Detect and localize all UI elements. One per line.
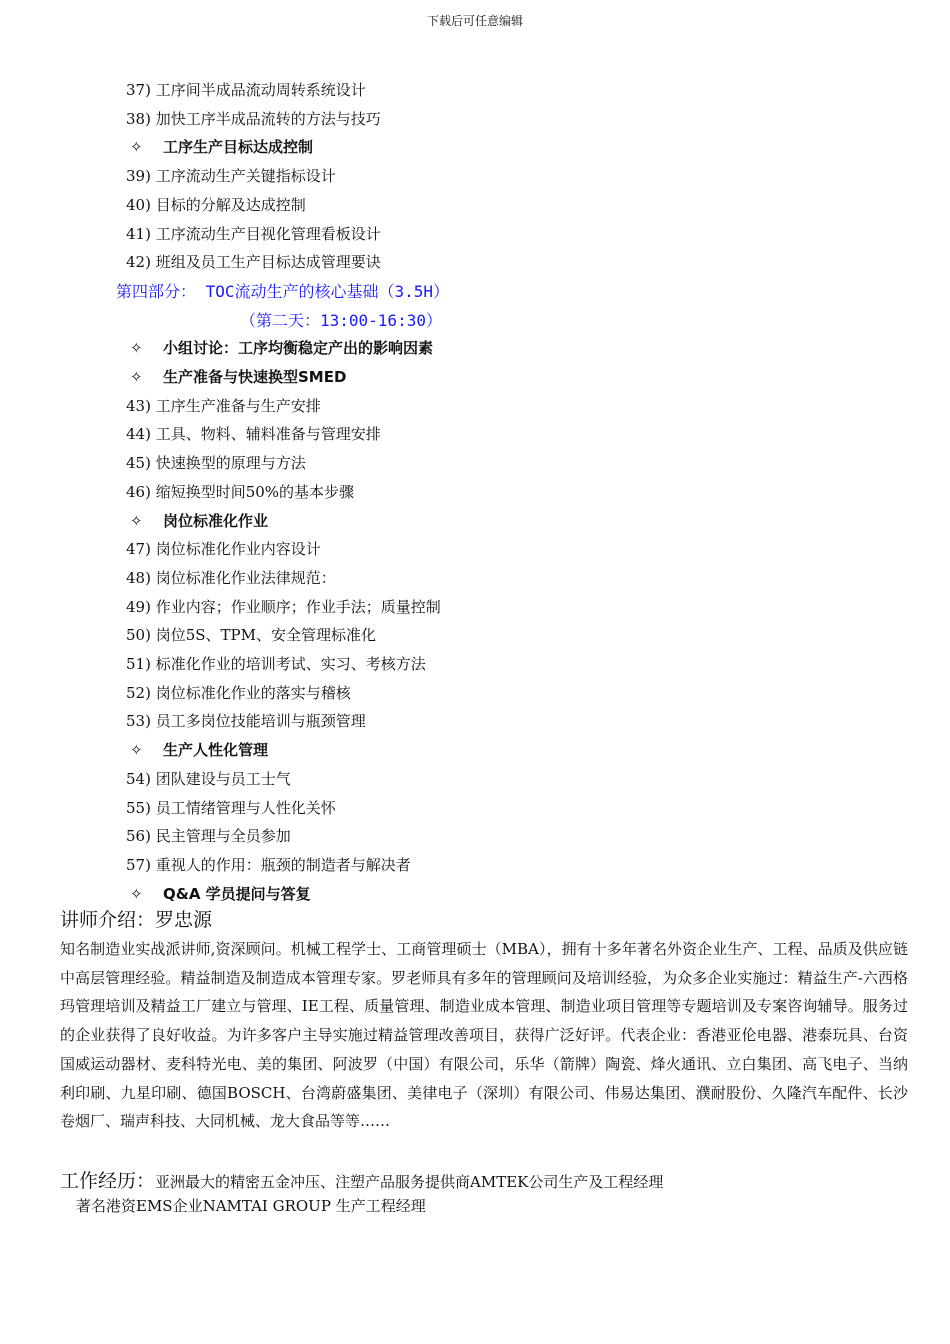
- outline-section-heading: [130, 884, 311, 904]
- outline-section-heading: [130, 367, 346, 387]
- experience-line-1: [60, 1166, 663, 1193]
- outline-section-heading-text: 生产人性化管理: [163, 741, 269, 760]
- outline-item: 47) 岗位标准化作业内容设计: [126, 540, 321, 559]
- outline-item: 39) 工序流动生产关键指标设计: [126, 167, 336, 186]
- diamond-star-icon: ✧: [130, 741, 143, 760]
- outline-section-heading-text: 小组讨论：工序均衡稳定产出的影响因素: [163, 339, 434, 358]
- outline-item: 38) 加快工序半成品流转的方法与技巧: [126, 109, 381, 128]
- experience-line-2: 著名港资EMS企业NAMTAI GROUP 生产工程经理: [76, 1197, 426, 1215]
- outline-section-heading-text: Q&A 学员提问与答复: [163, 884, 311, 903]
- outline-item: 53) 员工多岗位技能培训与瓶颈管理: [126, 712, 366, 731]
- outline-item: 49) 作业内容；作业顺序；作业手法；质量控制: [126, 597, 441, 616]
- outline-item: 37) 工序间半成品流动周转系统设计: [126, 81, 366, 99]
- outline-item: 41) 工序流动生产目视化管理看板设计: [126, 224, 381, 243]
- outline-item: 40) 目标的分解及达成控制: [126, 195, 306, 214]
- outline-item: 54) 团队建设与员工士气: [126, 769, 291, 788]
- outline-item: 56) 民主管理与全员参加: [126, 827, 291, 846]
- outline-item: 52) 岗位标准化作业的落实与稽核: [126, 683, 351, 702]
- outline-item: 45) 快速换型的原理与方法: [126, 454, 306, 473]
- outline-item: 42) 班组及员工生产目标达成管理要诀: [126, 253, 381, 272]
- outline-item: 43) 工序生产准备与生产安排: [126, 396, 321, 415]
- outline-section-heading-text: 生产准备与快速换型SMED: [163, 368, 347, 386]
- experience-label: 工作经历：: [60, 1170, 156, 1192]
- instructor-bio: 知名制造业实战派讲师,资深顾问。机械工程学士、工商管理硕士（MBA），拥有十多年著名外资企业生产、工程、品质及供应链中高层管理经验。精益制造及制造成本管理专家。罗老师具有多年的管理顾问及培训经验，为众多企业实施过：精益生产-六西格玛管理培训及精益工厂建立与管理、IE工程、质量管理、制造业成本管理、制造业项目管理等专题培训及专案咨询辅导。服务过的企业获得了良好收益。为许多客户主导实施过精益管理改善项目，获得广泛好评。代表企业：香港亚伦电器、港泰玩具、台资国威运动器材、麦科特光电、美的集团、阿波罗（中国）有限公司，乐华（箭牌）陶瓷、烽火通讯、立白集团、高飞电子、当纳利印刷、九星印刷、德国BOSCH、台湾蔚盛集团、美律电子（深圳）有限公司、伟易达集团、濮耐股份、久隆汽车配件、长沙卷烟厂、瑞声科技、大同机械、龙大食品等等……: [60, 940, 908, 1131]
- instructor-heading: 讲师介绍：罗忠源: [60, 909, 213, 931]
- outline-section-heading-text: 工序生产目标达成控制: [163, 138, 314, 157]
- experience-text-1: 亚洲最大的精密五金冲压、注塑产品服务提供商AMTEK公司生产及工程经理: [155, 1173, 664, 1191]
- outline-item: 46) 缩短换型时间50%的基本步骤: [126, 482, 355, 501]
- outline-section-heading: [130, 137, 313, 157]
- outline-item: 44) 工具、物料、辅料准备与管理安排: [126, 425, 381, 444]
- diamond-star-icon: ✧: [130, 511, 143, 530]
- outline-section-heading: [130, 511, 268, 531]
- outline-item: 51) 标准化作业的培训考试、实习、考核方法: [126, 655, 426, 673]
- outline-item: 50) 岗位5S、TPM、安全管理标准化: [126, 626, 376, 645]
- diamond-star-icon: ✧: [130, 884, 143, 903]
- outline-section-heading-text: 岗位标准化作业: [163, 511, 269, 530]
- outline-item: 48) 岗位标准化作业法律规范：: [126, 568, 336, 587]
- part-title: 第四部分： TOC流动生产的核心基础（3.5H）: [116, 281, 450, 301]
- diamond-star-icon: ✧: [130, 339, 143, 358]
- outline-item: 55) 员工情绪管理与人性化关怀: [126, 798, 336, 817]
- outline-section-heading: [130, 338, 433, 358]
- page-header: 下载后可任意编辑: [426, 14, 523, 28]
- diamond-star-icon: ✧: [130, 138, 143, 157]
- part-time: （第二天：13:00-16:30）: [240, 310, 442, 330]
- outline-item: 57) 重视人的作用：瓶颈的制造者与解决者: [126, 855, 411, 874]
- diamond-star-icon: ✧: [130, 368, 143, 386]
- outline-section-heading: [130, 740, 268, 760]
